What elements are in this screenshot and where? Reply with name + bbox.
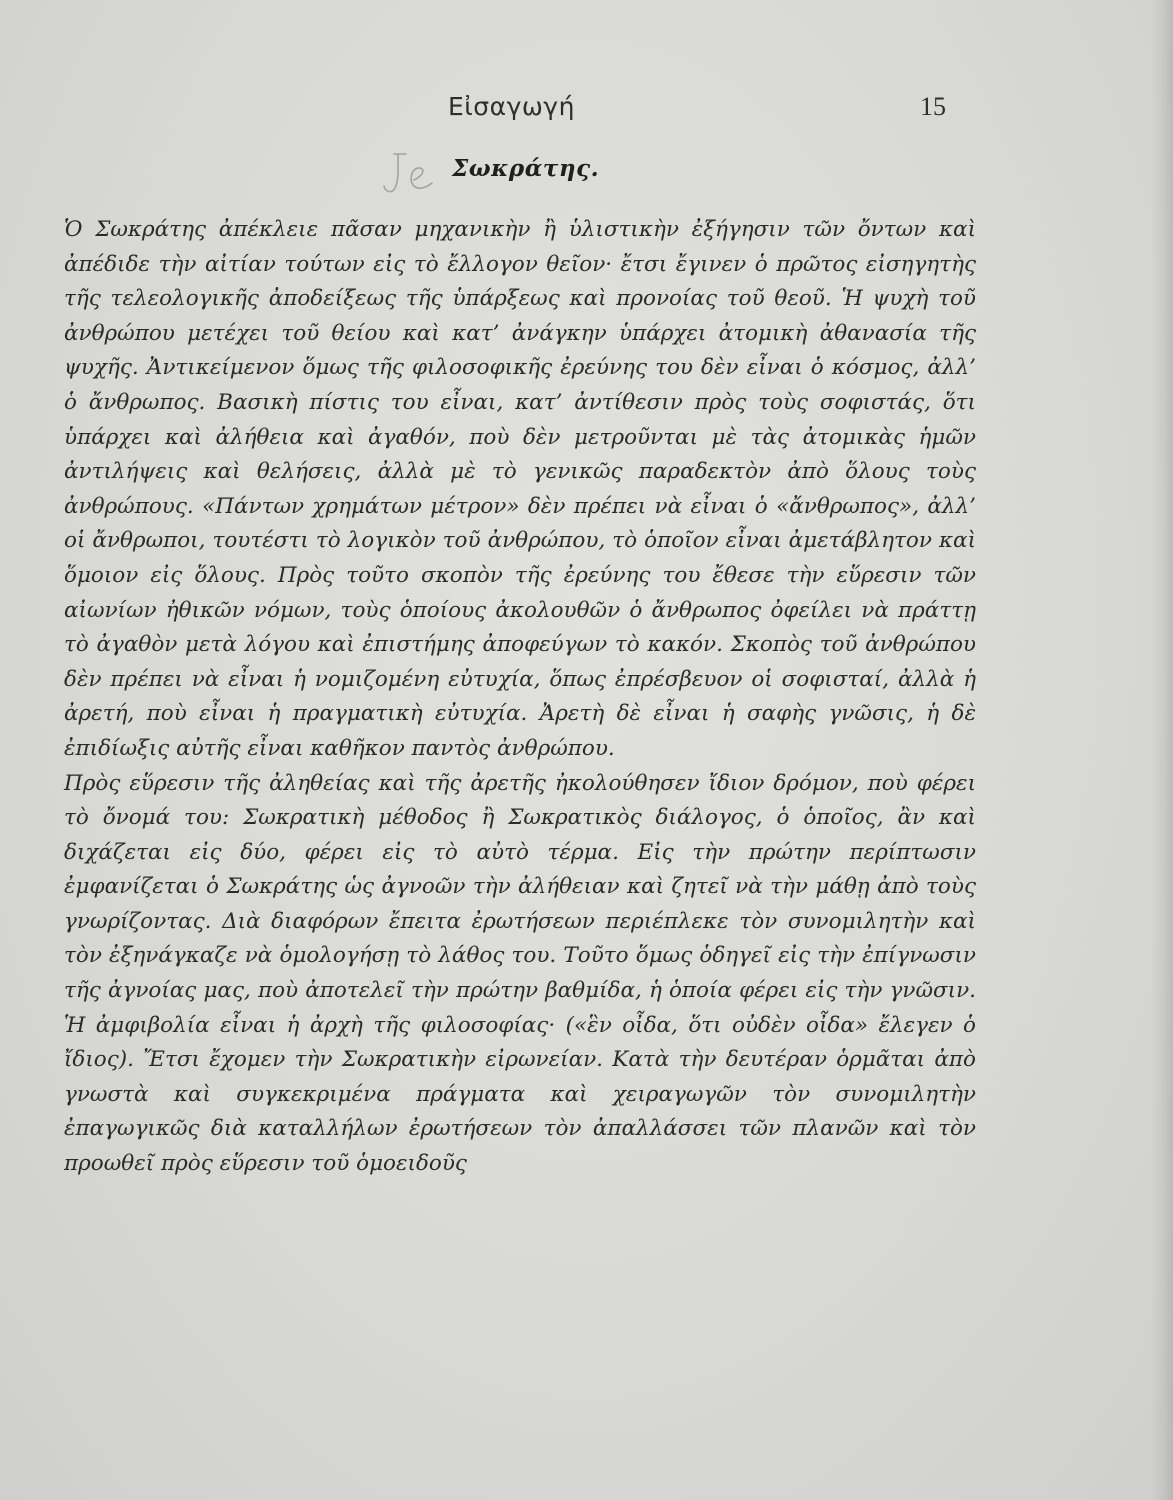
paragraph: Ὁ Σωκράτης ἀπέκλειε πᾶσαν μηχανικὴν ἢ ὑλιστικὴν ἐξήγησιν τῶν ὄντων καὶ ἀπέδιδε τὴν αἰτίαν τούτων εἰς τὸ ἔλλογον θεῖον· ἔτσι ἔγινεν ὁ πρῶτος εἰσηγητὴς τῆς τελεολογικῆς ἀποδείξεως τῆς ὑπάρξεως καὶ προνοίας τοῦ θεοῦ. Ἡ ψυχὴ τοῦ ἀνθρώπου μετέχει τοῦ θείου καὶ κατ’ ἀνάγκην ὑπάρχει ἀτομικὴ ἀθανασία τῆς ψυχῆς. Ἀντικείμενον ὅμως τῆς φιλοσοφικῆς ἐρεύνης του δὲν εἶναι ὁ κόσμος, ἀλλ’ ὁ ἄνθρωπος. Βασικὴ πίστις του εἶναι, κατ’ ἀντίθεσιν πρὸς τοὺς σοφιστάς, ὅτι ὑπάρχει καὶ ἀλήθεια καὶ ἀγαθόν, ποὺ δὲν μετροῦνται μὲ τὰς ἀτομικὰς ἡμῶν ἀντιλήψεις καὶ θελήσεις, ἀλλὰ μὲ τὸ γενικῶς παραδεκτὸν ἀπὸ ὅλους τοὺς ἀνθρώπους. «Πάντων χρημάτων μέτρον» δὲν πρέπει νὰ εἶναι ὁ «ἄνθρωπος», ἀλλ’ οἱ ἄνθρωποι, τουτέστι τὸ λογικὸν τοῦ ἀνθρώπου, τὸ ὁποῖον εἶναι ἀμετάβλητον καὶ ὅμοιον εἰς ὅλους. Πρὸς τοῦτο σκοπὸν τῆς ἐρεύνης του ἔθεσε τὴν εὕρεσιν τῶν αἰωνίων ἠθικῶν νόμων, τοὺς ὁποίους ἀκολουθῶν ὁ ἄνθρωπος ὀφείλει νὰ πράττῃ τὸ ἀγαθὸν μετὰ λόγου καὶ ἐπιστήμης ἀποφεύγων τὸ κακόν. Σκοπὸς τοῦ ἀνθρώπου δὲν πρέπει νὰ εἶναι ἡ νομιζομένη εὐτυχία, ὅπως ἐπρέσβευον οἱ σοφισταί, ἀλλὰ ἡ ἀρετή, ποὺ εἶναι ἡ πραγματικὴ εὐτυχία. Ἀρετὴ δὲ εἶναι ἡ σαφὴς γνῶσις, ἡ δὲ ἐπιδίωξις αὐτῆς εἶναι καθῆκον παντὸς ἀνθρώπου. [64, 217, 976, 761]
pencil-annotation-mark [380, 150, 448, 202]
running-title: Εἰσαγωγή [448, 92, 575, 121]
body-text [64, 213, 976, 1182]
section-heading: Σωκράτης. [452, 155, 600, 182]
page-number: 15 [920, 92, 946, 121]
page-edge-shadow [1151, 0, 1173, 1500]
running-header [0, 92, 1173, 128]
paragraph: Πρὸς εὕρεσιν τῆς ἀληθείας καὶ τῆς ἀρετῆς ἠκολούθησεν ἴδιον δρόμον, ποὺ φέρει τὸ ὄνομά του: Σωκρατικὴ μέθοδος ἢ Σωκρατικὸς διάλογος, ὁ ὁποῖος, ἂν καὶ διχάζεται εἰς δύο, φέρει εἰς τὸ αὐτὸ τέρμα. Εἰς τὴν πρώτην περίπτωσιν ἐμφανίζεται ὁ Σωκράτης ὡς ἀγνοῶν τὴν ἀλήθειαν καὶ ζητεῖ νὰ τὴν μάθῃ ἀπὸ τοὺς γνωρίζοντας. Διὰ διαφόρων ἔπειτα ἐρωτήσεων περιέπλεκε τὸν συνομιλητὴν καὶ τὸν ἐξηνάγκαζε νὰ ὁμολογήσῃ τὸ λάθος του. Τοῦτο ὅμως ὁδηγεῖ εἰς τὴν ἐπίγνωσιν τῆς ἀγνοίας μας, ποὺ ἀποτελεῖ τὴν πρώτην βαθμίδα, ἡ ὁποία φέρει εἰς τὴν γνῶσιν. Ἡ ἀμφιβολία εἶναι ἡ ἀρχὴ τῆς φιλοσοφίας· («ἓν οἶδα, ὅτι οὐδὲν οἶδα» ἔλεγεν ὁ ἴδιος). Ἔτσι ἔχομεν τὴν Σωκρατικὴν εἰρωνείαν. Κατὰ τὴν δευτέραν ὁρμᾶται ἀπὸ γνωστὰ καὶ συγκεκριμένα πράγματα καὶ χειραγωγῶν τὸν συνομιλητὴν ἐπαγωγικῶς διὰ καταλλήλων ἐρωτήσεων τὸν ἀπαλλάσσει τῶν πλανῶν καὶ τὸν προωθεῖ πρὸς εὕρεσιν τοῦ ὁμοειδοῦς [64, 770, 976, 1177]
